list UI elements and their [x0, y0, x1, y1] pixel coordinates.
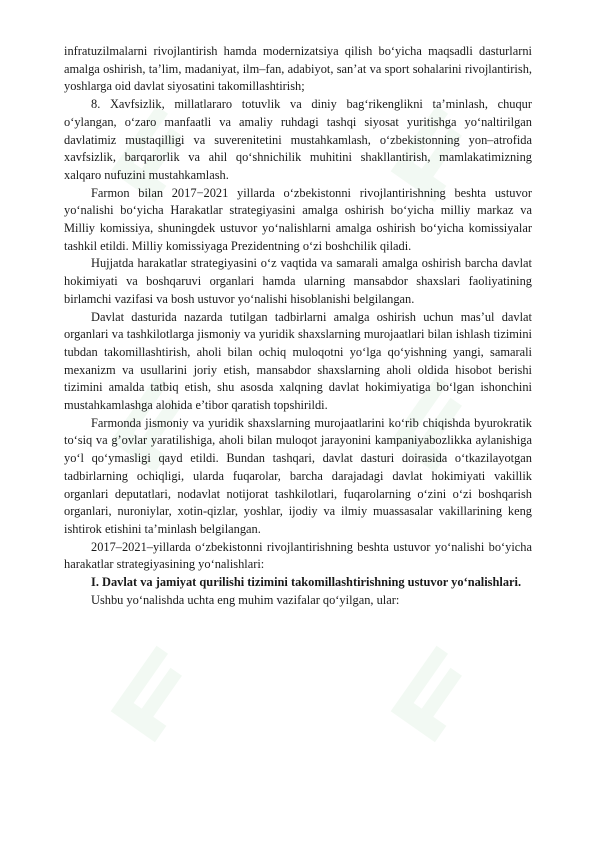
paragraph-decree-commission: Farmon bilan 2017−2021 yillarda o‘zbekistonni rivojlantirishning beshta ustuvor yo‘nalishi bo‘yicha Harakatlar strategiyasini amalga oshirish bo‘yicha milliy markaz va Milliy komissiya, shuningdek ustuvor yo‘nalishlarni amalga oshirish bo‘yicha komissiyalar tashkil etildi. Milliy komissiyaga Prezidentning o‘zi boshchilik qiladi. [64, 185, 532, 253]
watermark-mark-6 [391, 646, 481, 743]
paragraph-point-8-security: 8. Xavfsizlik, millatlararo totuvlik va diniy bag‘rikenglikni ta’minlash, chuqur o‘ylangan, o‘zaro manfaatli va amaliy ruhdagi tashqi siyosat yuritishga yo‘naltirilgan davlatimiz mustaqilligi va suverenitetini mustahkamlash, o‘zbekistonning yon–atrofida xavfsizlik, barqarorlik va ahil qo‘shnichilik muhitini shakllantirish, mamlakatimizning xalqaro nufuzini mustahkamlash. [64, 97, 532, 182]
paragraph-document-strategy: Hujjatda harakatlar strategiyasini o‘z vaqtida va samarali amalga oshirish barcha davlat hokimiyati va boshqaruvi organlari hamda ularning mansabdor shaxslari faoliyatining birlamchi vazifasi va bosh ustuvor yo‘nalishi hisoblanishi belgilangan. [64, 256, 532, 306]
watermark-mark-5 [111, 646, 201, 743]
paragraph-three-tasks: Ushbu yo‘nalishda uchta eng muhim vazifalar qo‘yilgan, ular: [91, 592, 400, 607]
paragraph-infrastructure: infratuzilmalarni rivojlantirish hamda modernizatsiya qilish bo‘yicha maqsadli dasturlarni amalga oshirish, ta’lim, madaniyat, ilm–fan, adabiyot, san’at va sport sohalarini rivojlantirish, yoshlarga oid davlat siyosatini takomillashtirish; [64, 44, 532, 94]
document-body [64, 43, 532, 610]
paragraph-decree-appeals: Farmonda jismoniy va yuridik shaxslarning murojaatlarini ko‘rib chiqishda byurokratik to‘siq va g’ovlar yaratilishiga, aholi bilan muloqot jarayonini kampaniyabozlikka aylanishiga yo‘l qo‘ymasligi qayd etildi. Bundan tashqari, davlat dasturi doirasida o‘tkazilayotgan tadbirlarning ochiqligi, ularda fuqarolar, barcha darajadagi davlat hokimiyati vakillik organlari deputatlari, nodavlat notijorat tashkilotlari, fuqarolarning o‘zini o‘zi boshqarish organlari, nuroniylar, xotin-qizlar, yoshlar, ijodiy va ilmiy muassasalar vakillarining keng ishtirok etishini ta’minlash belgilangan. [64, 415, 532, 536]
section-heading-state-building: I. Davlat va jamiyat qurilishi tizimini takomillashtirishning ustuvor yo‘nalishlari. [91, 575, 522, 590]
paragraph-state-program: Davlat dasturida nazarda tutilgan tadbirlarni amalga oshirish uchun mas’ul davlat organlari va tashkilotlarga jismoniy va yuridik shaxslarning murojaatlari bilan ishlash tizimini tubdan takomillashtirish, aholi bilan ochiq muloqotni yo‘lga qo‘yishning yangi, samarali mexanizm va usullarini joriy etish, mansabdor shaxslarning aholi oldida hisobot berishi tizimini amalda tatbiq etish, shu asosda xalqning davlat hokimiyatiga bo‘lgan ishonchini mustahkamlashga alohida e’tibor qaratish topshirildi. [64, 309, 532, 413]
paragraph-strategy-directions: 2017–2021–yillarda o‘zbekistonni rivojlantirishning beshta ustuvor yo‘nalishi bo‘yicha harakatlar strategiyasining yo‘nalishlari: [64, 539, 532, 572]
